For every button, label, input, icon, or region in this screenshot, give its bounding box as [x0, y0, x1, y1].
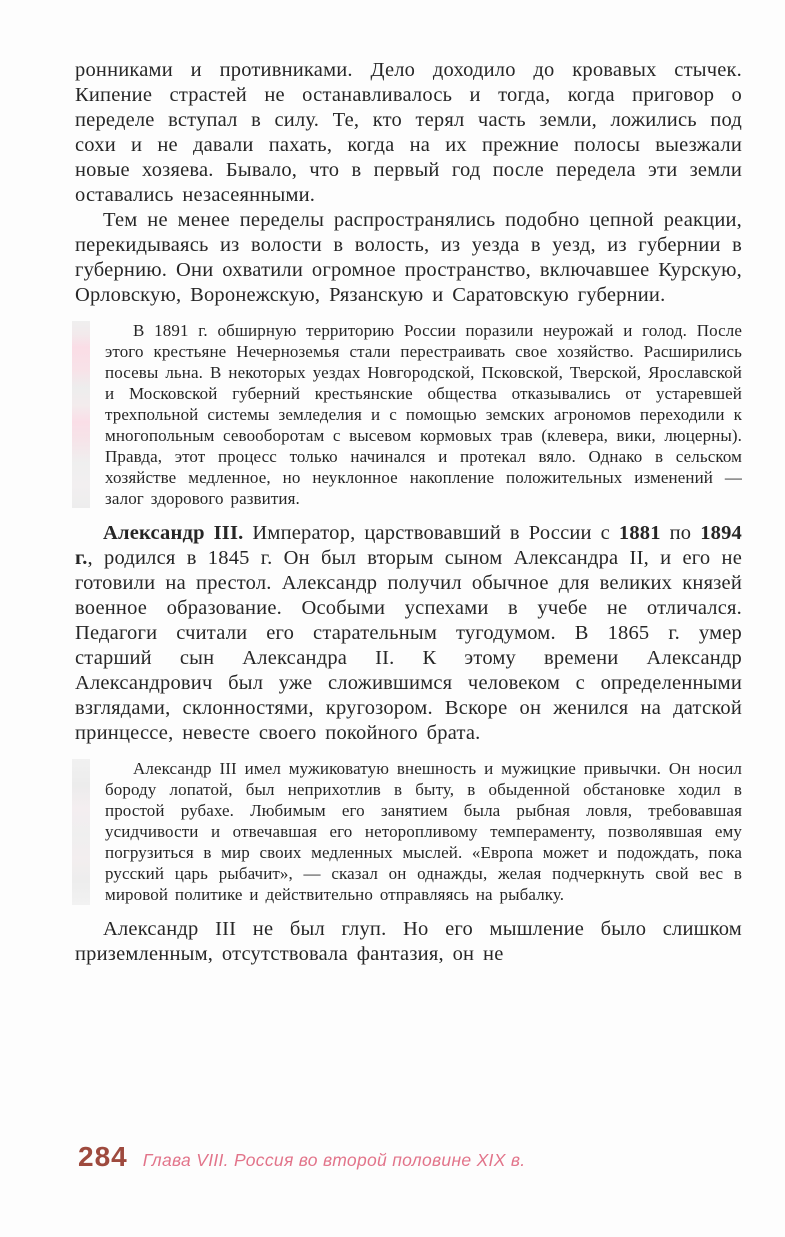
- page-number: 284: [78, 1141, 128, 1172]
- inset-block-alexander-appearance: [105, 758, 742, 905]
- inset-text-alexander-appearance: Александр III имел мужиковатую внешность и мужицкие привычки. Он носил бороду лопатой, был неприхотлив в быту, в обыденной обстановке ходил в простой рубахе. Любимым его занятием была рыбная ловля, требовавшая усидчивости и отвечавшая его неторопливому темпераменту, позволявшая ему погрузиться в мир своих медленных мыслей. «Европа может и подождать, пока русский царь рыбачит», — сказал он однажды, желая подчеркнуть свой вес в мировой политике и действительно отправляясь на рыбалку.: [105, 759, 742, 904]
- paragraph-land-redistribution: ронниками и противниками. Дело доходило до кровавых стычек. Кипение страстей не останавливалось и тогда, когда приговор о переделе вступал в силу. Те, кто терял часть земли, ложились под сохи и не давали пахать, когда на их прежние полосы выезжали новые хозяева. Бывало, что в первый год после передела эти земли оставались незасеянными.: [75, 59, 742, 206]
- chapter-title: Глава VIII. Россия во второй половине XIX в.: [142, 1150, 526, 1170]
- paragraph-alexander-iii-biography: Александр III. Император, царствовавший в России с 1881 по 1894 г., родился в 1845 г. Он был вторым сыном Александра II, и его не готовили на престол. Александр получил обычное для великих князей военное образование. Особыми успехами в учебе не отличался. Педагоги считали его старательным тугодумом. В 1865 г. умер старший сын Александра II. К этому времени Александр Александрович был уже сложившимся человеком с определенными взглядами, склонностями, кругозором. Вскоре он женился на датской принцессе, невесте своего покойного брата.: [75, 522, 742, 744]
- paragraph-alexander-mind: Александр III не был глуп. Но его мышление было слишком приземленным, отсутствовала фантазия, он не: [75, 918, 742, 965]
- inset-marker-bar: [72, 321, 90, 508]
- page-body: [75, 58, 742, 967]
- page-footer: [78, 1141, 525, 1173]
- inset-block-1891-famine: [105, 320, 742, 509]
- inset-marker-bar: [72, 759, 90, 905]
- paragraph-repartitions-spread: Тем не менее переделы распространялись подобно цепной реакции, перекидываясь из волости в волость, из уезда в уезд, из губернии в губернию. Они охватили огромное пространство, включавшее Курскую, Орловскую, Воронежскую, Рязанскую и Саратовскую губернии.: [75, 209, 742, 306]
- inset-text-1891-famine: В 1891 г. обширную территорию России поразили неурожай и голод. После этого крестьяне Нечерноземья стали перестраивать свое хозяйство. Расширились посевы льна. В некоторых уездах Новгородской, Псковской, Тверской, Ярославской и Московской губерний крестьянские общества отказывались от устаревшей трехпольной системы земледелия и с помощью земских агрономов переходили к многопольным севооборотам с высевом кормовых трав (клевера, вики, люцерны). Правда, этот процесс только начинался и протекал вяло. Однако в сельском хозяйстве медленное, но неуклонное накопление положительных изменений — залог здорового развития.: [105, 321, 742, 508]
